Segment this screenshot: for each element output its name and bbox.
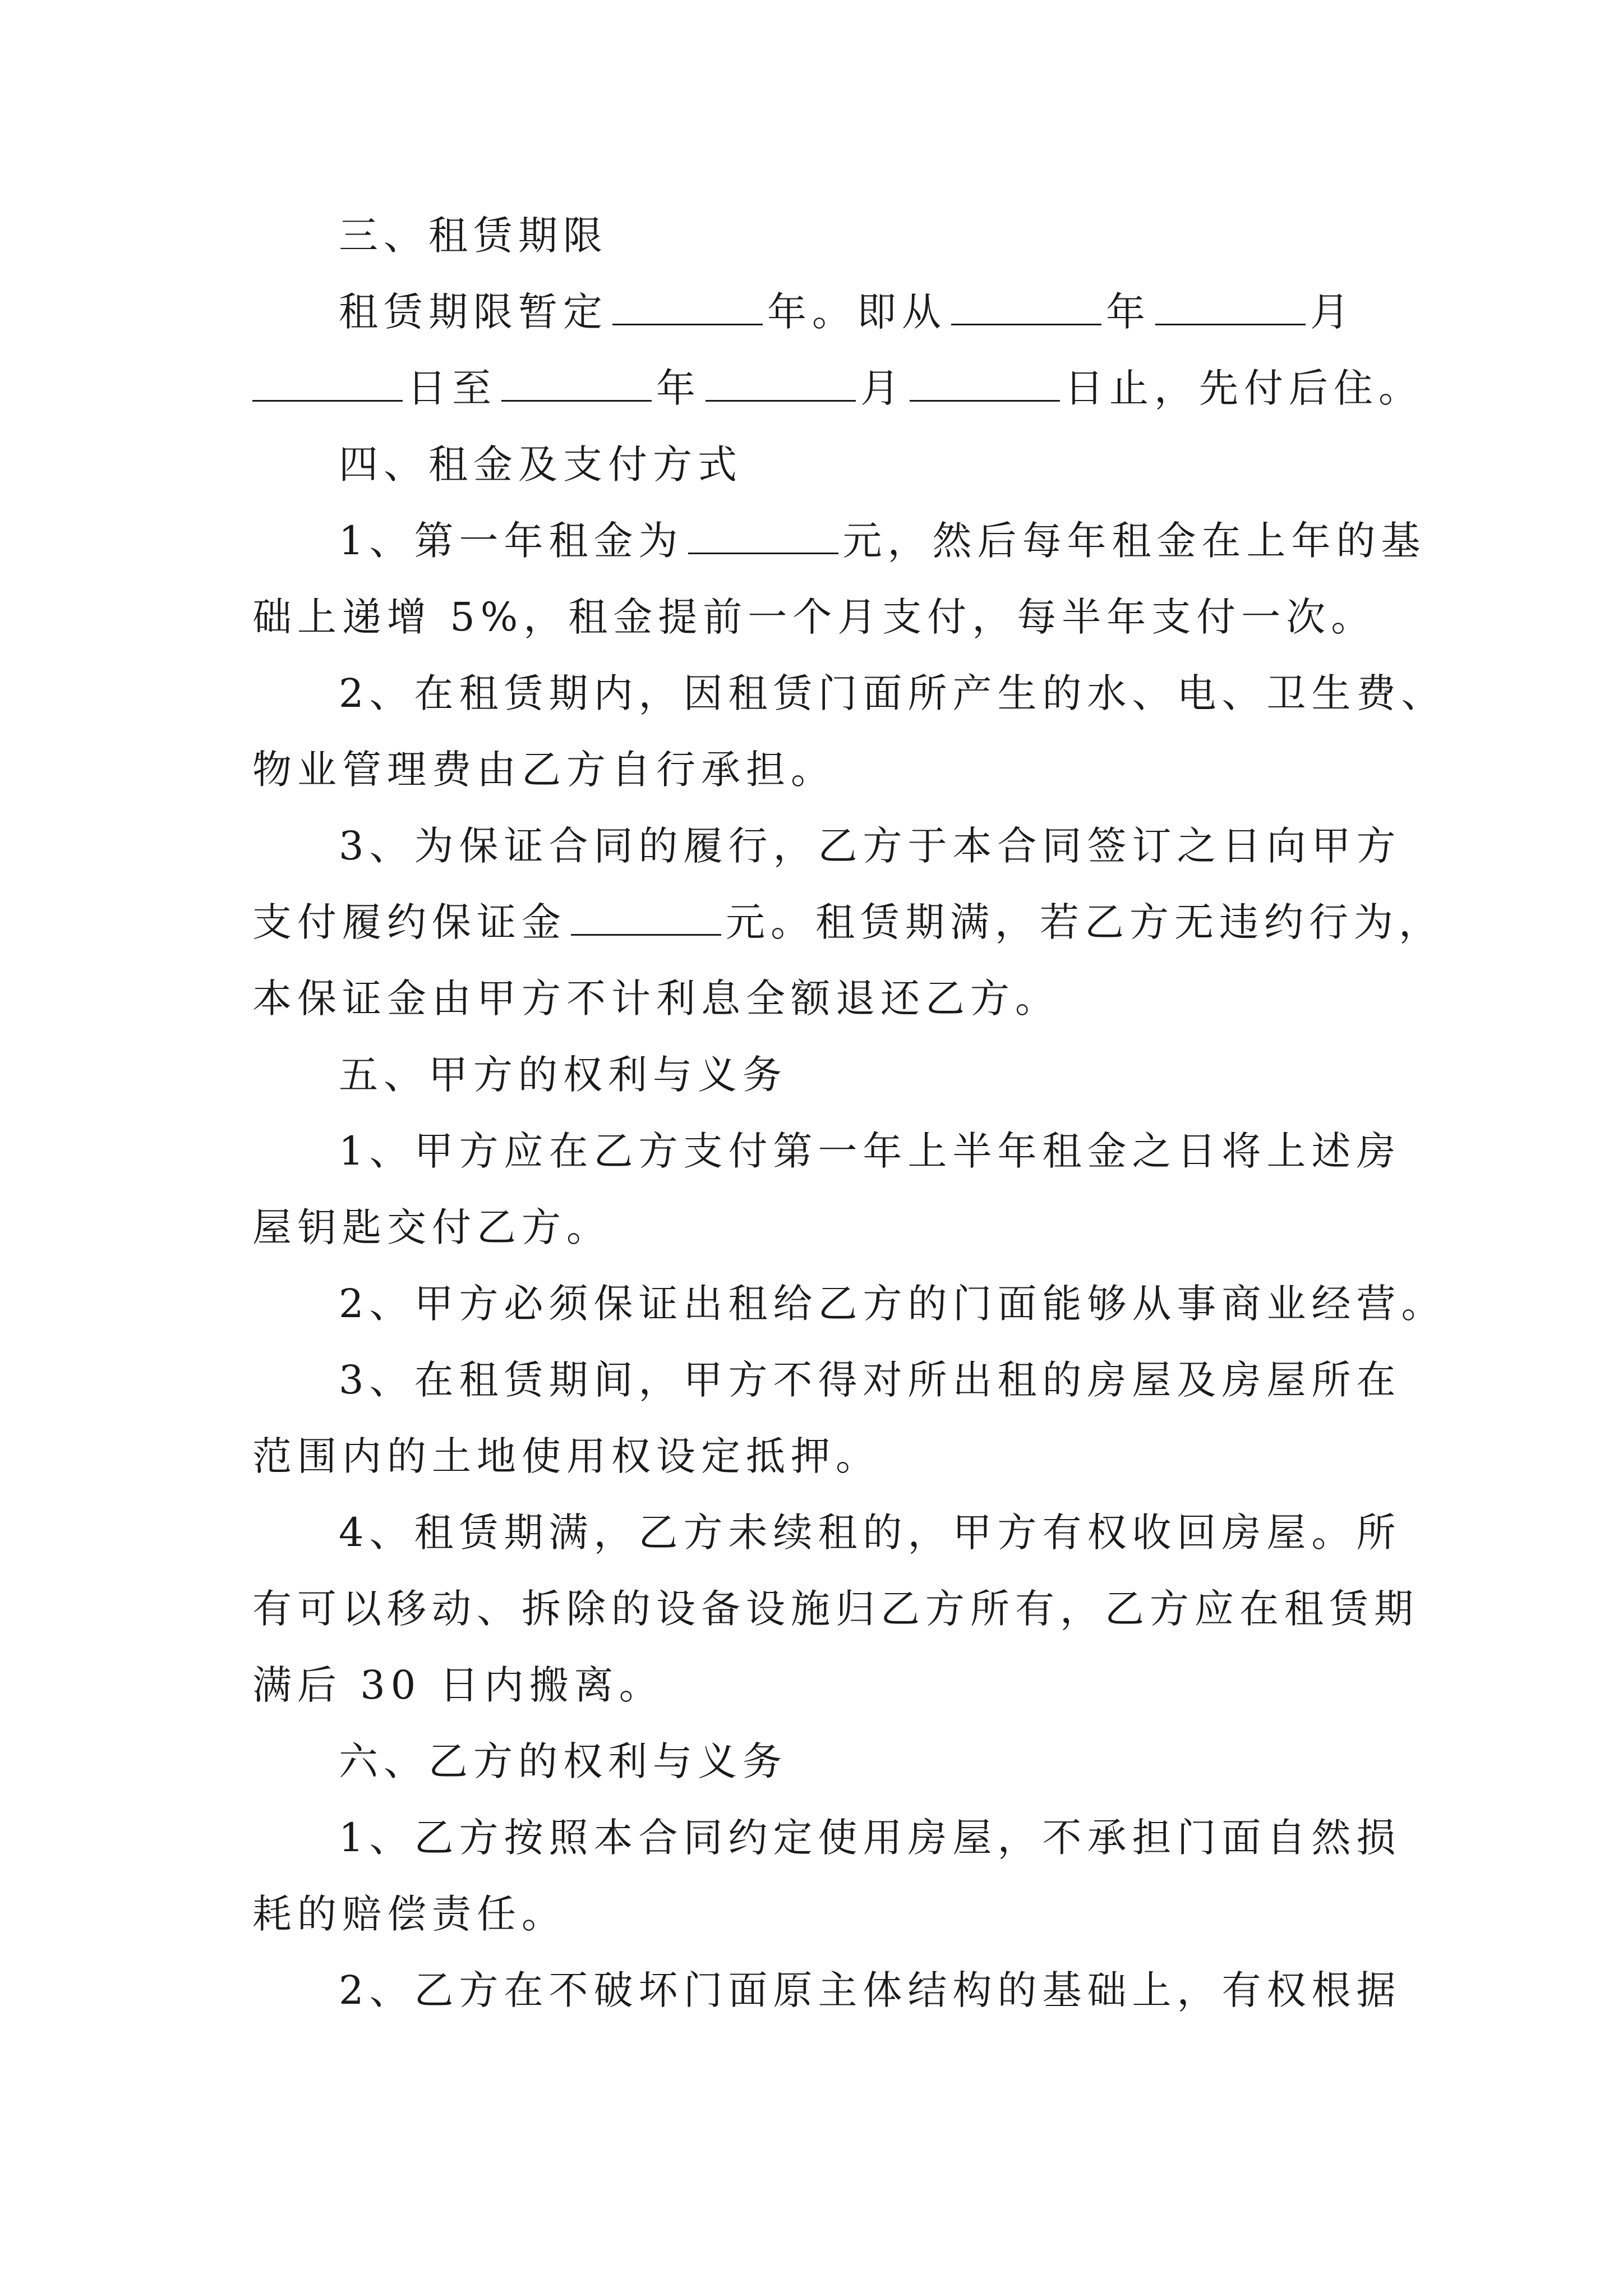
- text-span: 有可以移动、拆除的设备设施归乙方所有，乙方应在租赁期: [252, 1586, 1419, 1632]
- heading-text: 五、甲方的权利与义务: [339, 1052, 787, 1098]
- text-span: 日至: [407, 365, 497, 411]
- text-span: 范围内的土地使用权设定抵押。: [252, 1433, 880, 1479]
- heading-text: 六、乙方的权利与义务: [339, 1738, 787, 1784]
- paragraph-line: [252, 1418, 1391, 1494]
- paragraph-line: [252, 655, 1446, 731]
- text-span: 年。即从: [767, 289, 947, 335]
- fill-blank[interactable]: [612, 289, 763, 325]
- text-span: 月: [860, 365, 905, 411]
- text-span: 日止，先付后住。: [1064, 365, 1423, 411]
- text-span: 耗的赔偿责任。: [252, 1891, 566, 1937]
- text-span: 3、在租赁期间，甲方不得对所出租的房屋及房屋所在: [339, 1357, 1401, 1403]
- paragraph-line: [252, 1952, 1401, 2028]
- fill-blank[interactable]: [706, 365, 856, 402]
- text-span: 屋钥匙交付乙方。: [252, 1204, 611, 1250]
- section-heading-lease-term: [252, 197, 1391, 274]
- text-span: 1、第一年租金为: [339, 518, 684, 564]
- paragraph-line: [252, 1571, 1419, 1647]
- section-heading-party-b: [252, 1723, 1391, 1800]
- fill-blank[interactable]: [252, 365, 403, 402]
- section-heading-party-a: [252, 1037, 1391, 1113]
- text-span: 支付履约保证金: [252, 899, 566, 945]
- fill-blank[interactable]: [571, 899, 721, 936]
- text-span: 2、在租赁期内，因租赁门面所产生的水、电、卫生费、: [339, 670, 1446, 716]
- paragraph-line: [252, 731, 1391, 808]
- text-span: 2、甲方必须保证出租给乙方的门面能够从事商业经营。: [339, 1281, 1446, 1327]
- fill-blank[interactable]: [688, 518, 838, 554]
- text-span: 年: [656, 365, 701, 411]
- text-span: 2、乙方在不破坏门面原主体结构的基础上，有权根据: [339, 1967, 1401, 2013]
- text-span: 元，然后每年租金在上年的基: [842, 518, 1426, 564]
- section-heading-rent-payment: [252, 426, 1391, 503]
- paragraph-line: [252, 579, 1391, 655]
- paragraph-line: [252, 1113, 1401, 1189]
- text-span: 租赁期限暂定: [339, 289, 608, 335]
- paragraph-line: [252, 1494, 1401, 1571]
- contract-page: [252, 197, 1446, 2028]
- text-span: 础上递增 5%，租金提前一个月支付，每半年支付一次。: [252, 594, 1376, 640]
- fill-blank[interactable]: [501, 365, 652, 402]
- text-span: 4、租赁期满，乙方未续租的，甲方有权收回房屋。所: [339, 1510, 1401, 1556]
- text-span: 3、为保证合同的履行，乙方于本合同签订之日向甲方: [339, 823, 1401, 869]
- heading-text: 四、租金及支付方式: [339, 441, 743, 487]
- paragraph-line: [252, 960, 1391, 1037]
- paragraph-line: [252, 274, 1391, 350]
- paragraph-line: [252, 350, 1423, 426]
- text-span: 物业管理费由乙方自行承担。: [252, 747, 836, 793]
- paragraph-line: [252, 884, 1444, 960]
- paragraph-line: [252, 1800, 1401, 1876]
- text-span: 元。租赁期满，若乙方无违约行为，: [726, 899, 1444, 945]
- fill-blank[interactable]: [1155, 289, 1306, 325]
- paragraph-line: [252, 1266, 1446, 1342]
- paragraph-line: [252, 1189, 1391, 1266]
- text-span: 年: [1106, 289, 1151, 335]
- paragraph-line: [252, 1647, 1391, 1723]
- text-span: 月: [1310, 289, 1355, 335]
- text-span: 满后 30 日内搬离。: [252, 1662, 664, 1708]
- text-span: 1、甲方应在乙方支付第一年上半年租金之日将上述房: [339, 1128, 1401, 1174]
- paragraph-line: [252, 1876, 1391, 1952]
- fill-blank[interactable]: [951, 289, 1101, 325]
- paragraph-line: [252, 808, 1401, 884]
- fill-blank[interactable]: [910, 365, 1060, 402]
- text-span: 本保证金由甲方不计利息全额退还乙方。: [252, 976, 1060, 1022]
- paragraph-line: [252, 1342, 1401, 1418]
- heading-text: 三、租赁期限: [339, 213, 608, 259]
- paragraph-line: [252, 503, 1426, 579]
- text-span: 1、乙方按照本合同约定使用房屋，不承担门面自然损: [339, 1815, 1401, 1861]
